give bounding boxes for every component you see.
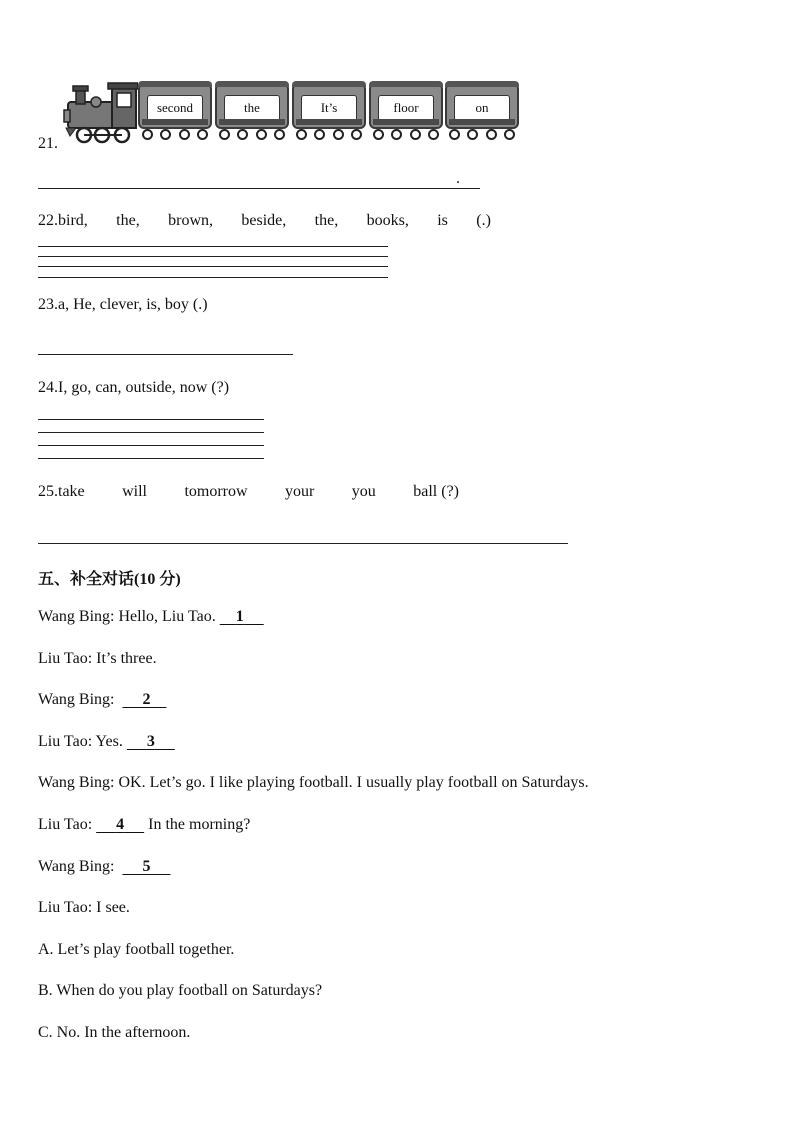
question-22 — [38, 212, 491, 230]
speaker: Liu Tao: — [38, 733, 93, 750]
section-heading — [38, 566, 181, 589]
dialogue-line — [38, 899, 130, 917]
dialogue-line — [38, 650, 157, 668]
speaker: Liu Tao: — [38, 899, 93, 916]
question-25 — [38, 483, 459, 501]
answer-blank: 5 — [142, 858, 151, 875]
answer-line-23 — [38, 354, 293, 355]
speaker: Wang Bing: — [38, 774, 115, 791]
speaker: Wang Bing: — [38, 691, 115, 708]
locomotive-icon — [62, 80, 138, 146]
speaker: Wang Bing: — [38, 608, 115, 625]
word: brown, — [168, 212, 213, 229]
dialogue-text: In the morning? — [148, 816, 251, 833]
dialogue-text: Yes. — [95, 733, 123, 750]
car-wheels — [215, 129, 289, 143]
train-car — [445, 83, 519, 129]
word: 22.bird, — [38, 212, 88, 229]
train-car — [369, 83, 443, 129]
answer-blank: 1 — [235, 608, 244, 625]
answer-line-25 — [38, 543, 568, 544]
word: will — [122, 483, 147, 500]
answer-blank: 3 — [146, 733, 155, 750]
answer-line-22 — [38, 277, 388, 278]
word: the, — [314, 212, 339, 229]
dialogue-line — [38, 608, 264, 626]
word: is — [437, 212, 448, 229]
dialogue-text: I see. — [96, 899, 130, 916]
answer-blank: 2 — [142, 691, 151, 708]
answer-blank: 4 — [116, 816, 125, 833]
question-24: 24.I, go, can, outside, now (?) — [38, 379, 230, 396]
dialogue-line — [38, 774, 589, 792]
word-card: the — [224, 95, 280, 121]
car-wheels — [292, 129, 366, 143]
word-card: on — [454, 95, 510, 121]
dialogue-text: Hello, Liu Tao. — [118, 608, 216, 625]
word: (.) — [476, 212, 491, 229]
question-23: 23.a, He, clever, is, boy (.) — [38, 296, 208, 313]
dialogue-line — [38, 858, 170, 876]
speaker: Wang Bing: — [38, 858, 115, 875]
answer-line-24 — [38, 458, 264, 459]
word: beside, — [241, 212, 287, 229]
answer-line-24 — [38, 445, 264, 446]
train-car — [292, 83, 366, 129]
train-car — [138, 83, 212, 129]
answer-line-24 — [38, 419, 264, 420]
word-card: floor — [378, 95, 434, 121]
word: 25.take — [38, 483, 85, 500]
answer-line-22 — [38, 246, 388, 247]
dialogue-text: It’s three. — [96, 650, 157, 667]
section-score: (10 分) — [134, 571, 181, 588]
dialogue-text: OK. Let’s go. I like playing football. I usually play football on Saturdays. — [118, 774, 589, 791]
word-card: It’s — [301, 95, 357, 121]
dialogue-line — [38, 816, 250, 834]
option-a: A. Let’s play football together. — [38, 941, 235, 958]
answer-line-21 — [38, 188, 480, 189]
word: ball (?) — [413, 483, 459, 500]
answer-period: . — [456, 170, 460, 187]
car-wheels — [138, 129, 212, 143]
dialogue-line — [38, 691, 166, 709]
word: the, — [116, 212, 140, 229]
word: tomorrow — [184, 483, 248, 500]
question-21-number: 21. — [38, 135, 58, 152]
train-car — [215, 83, 289, 129]
word-card: second — [147, 95, 203, 121]
dialogue-line — [38, 733, 175, 751]
car-wheels — [445, 129, 519, 143]
answer-line-24 — [38, 432, 264, 433]
answer-line-22 — [38, 256, 388, 257]
word: your — [285, 483, 315, 500]
word: you — [351, 483, 376, 500]
section-title: 五、补全对话 — [38, 569, 135, 588]
train-picture — [62, 80, 522, 146]
car-wheels — [369, 129, 443, 143]
option-c: C. No. In the afternoon. — [38, 1024, 191, 1041]
option-b: B. When do you play football on Saturdays? — [38, 982, 323, 999]
word: books, — [366, 212, 409, 229]
answer-line-22 — [38, 266, 388, 267]
speaker: Liu Tao: — [38, 650, 93, 667]
speaker: Liu Tao: — [38, 816, 93, 833]
